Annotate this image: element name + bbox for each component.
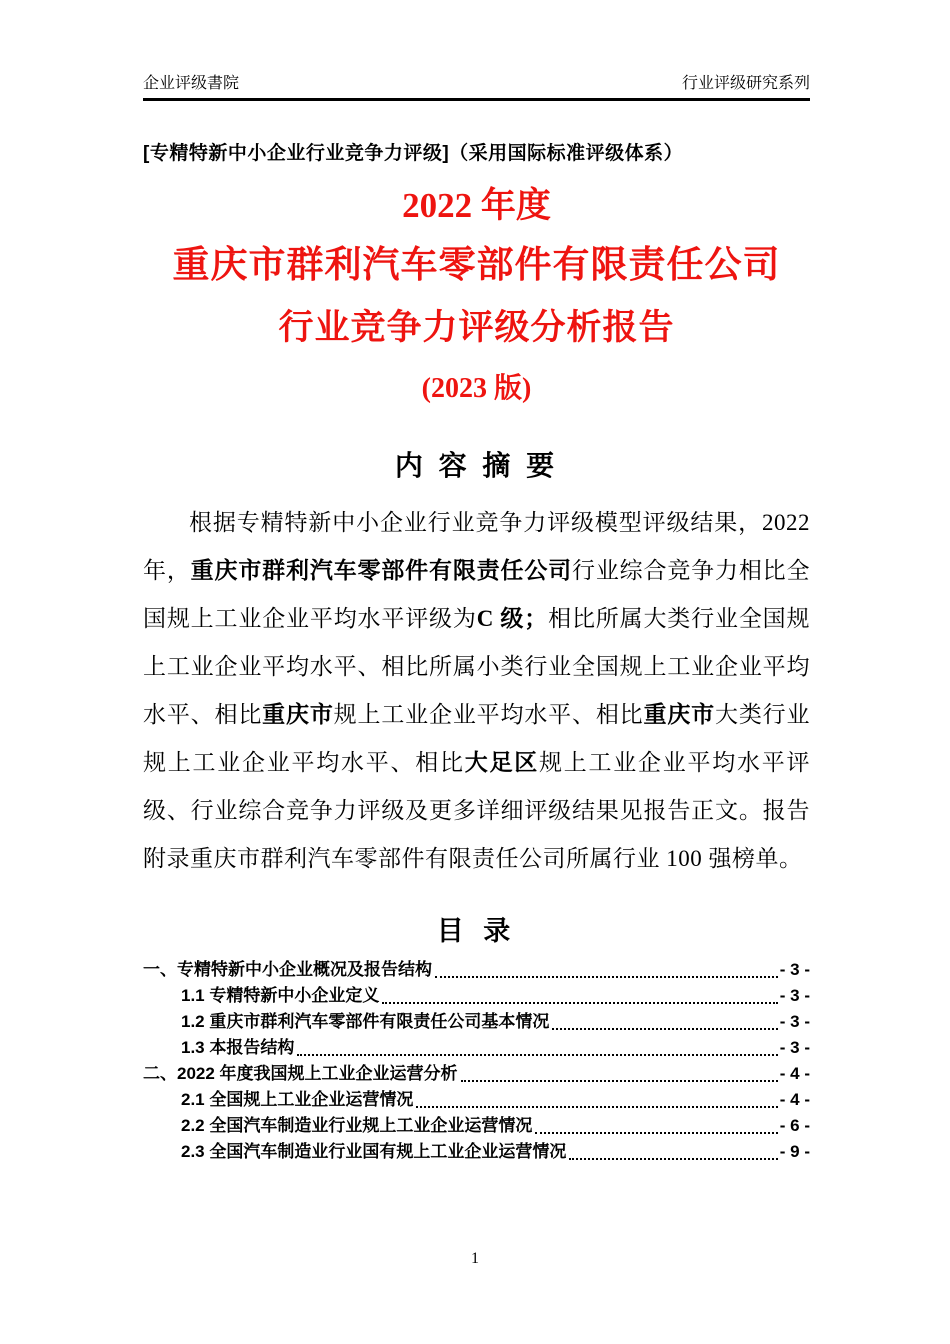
toc-leader-dots: [461, 1080, 778, 1082]
title-edition: (2023 版): [421, 373, 532, 404]
report-type-line: [专精特新中小企业行业竞争力评级]（采用国际标准评级体系）: [143, 143, 684, 164]
toc-page-number: - 4 -: [779, 1090, 810, 1109]
summary-segment: 规上工业企业平均水平评级、行业综合竞争力评级及更多详细评级结果见报告正文。报告附录重庆市群利汽车零部件有限责任公司所属行业 100 强榜单。: [143, 750, 810, 871]
summary-paragraph: [143, 499, 810, 883]
toc-leader-dots: [535, 1132, 777, 1134]
toc-leader-dots: [297, 1054, 777, 1056]
summary-segment: 重庆市: [643, 702, 716, 727]
summary-segment: 行业综合竞争力相比全国规上工业企业平均水平评级为: [143, 558, 811, 631]
table-of-contents: [143, 957, 810, 1165]
summary-segment: 规上工业企业平均水平、相比: [333, 702, 644, 727]
toc-row: [143, 1009, 810, 1035]
summary-segment: 大足区: [464, 750, 539, 775]
toc-page-number: - 3 -: [779, 1012, 810, 1031]
summary-segment: 重庆市群利汽车零部件有限责任公司: [190, 558, 573, 583]
summary-segment: C 级；: [476, 606, 548, 631]
toc-leader-dots: [416, 1106, 777, 1108]
toc-page-number: - 9 -: [779, 1142, 810, 1161]
toc-leader-dots: [552, 1028, 777, 1030]
summary-segment: 重庆市: [262, 702, 334, 727]
toc-row: [143, 1035, 810, 1061]
toc-page-number: - 3 -: [779, 960, 810, 979]
toc-entry-label: 一、专精特新中小企业概况及报告结构: [143, 960, 432, 979]
toc-entry-label: 1.3 本报告结构: [181, 1038, 295, 1057]
summary-segment: 大类行业规上工业企业平均水平、相比: [143, 702, 811, 775]
toc-page-number: - 4 -: [779, 1064, 810, 1083]
title-report: 行业竞争力评级分析报告: [278, 308, 675, 347]
toc-entry-label: 2.2 全国汽车制造业行业规上工业企业运营情况: [181, 1116, 533, 1135]
toc-row: [143, 1139, 810, 1165]
toc-entry-label: 2.3 全国汽车制造业行业国有规上工业企业运营情况: [181, 1142, 567, 1161]
toc-leader-dots: [435, 976, 778, 978]
title-block: [143, 177, 810, 419]
toc-entry-label: 2.1 全国规上工业企业运营情况: [181, 1090, 414, 1109]
header-right-text: 行业评级研究系列: [681, 75, 810, 92]
title-year: 2022 年度: [402, 186, 551, 225]
toc-page-number: - 3 -: [779, 1038, 810, 1057]
toc-row: [143, 983, 810, 1009]
title-company: 重庆市群利汽车零部件有限责任公司: [172, 245, 781, 286]
toc-page-number: - 6 -: [779, 1116, 810, 1135]
summary-segment: 根据专精特新中小企业行业竞争力评级模型评级结果，2022 年，: [143, 510, 810, 583]
toc-row: [143, 1087, 810, 1113]
toc-entry-label: 1.1 专精特新中小企业定义: [181, 986, 380, 1005]
toc-page-number: - 3 -: [779, 986, 810, 1005]
toc-row: [143, 1061, 810, 1087]
header-left-text: 企业评级書院: [143, 75, 240, 92]
toc-entry-label: 二、2022 年度我国规上工业企业运营分析: [143, 1064, 458, 1083]
summary-segment: 相比所属大类行业全国规上工业企业平均水平、相比所属小类行业全国规上工业企业平均水平、相比: [143, 606, 810, 727]
page-header: [143, 0, 810, 101]
summary-heading: 内 容 摘 要: [394, 450, 559, 481]
page-number-footer: 1: [471, 1250, 479, 1267]
toc-leader-dots: [569, 1158, 777, 1160]
toc-heading: 目 录: [436, 916, 517, 946]
toc-row: [143, 957, 810, 983]
toc-leader-dots: [382, 1002, 777, 1004]
toc-row: [143, 1113, 810, 1139]
toc-entry-label: 1.2 重庆市群利汽车零部件有限责任公司基本情况: [181, 1012, 550, 1031]
